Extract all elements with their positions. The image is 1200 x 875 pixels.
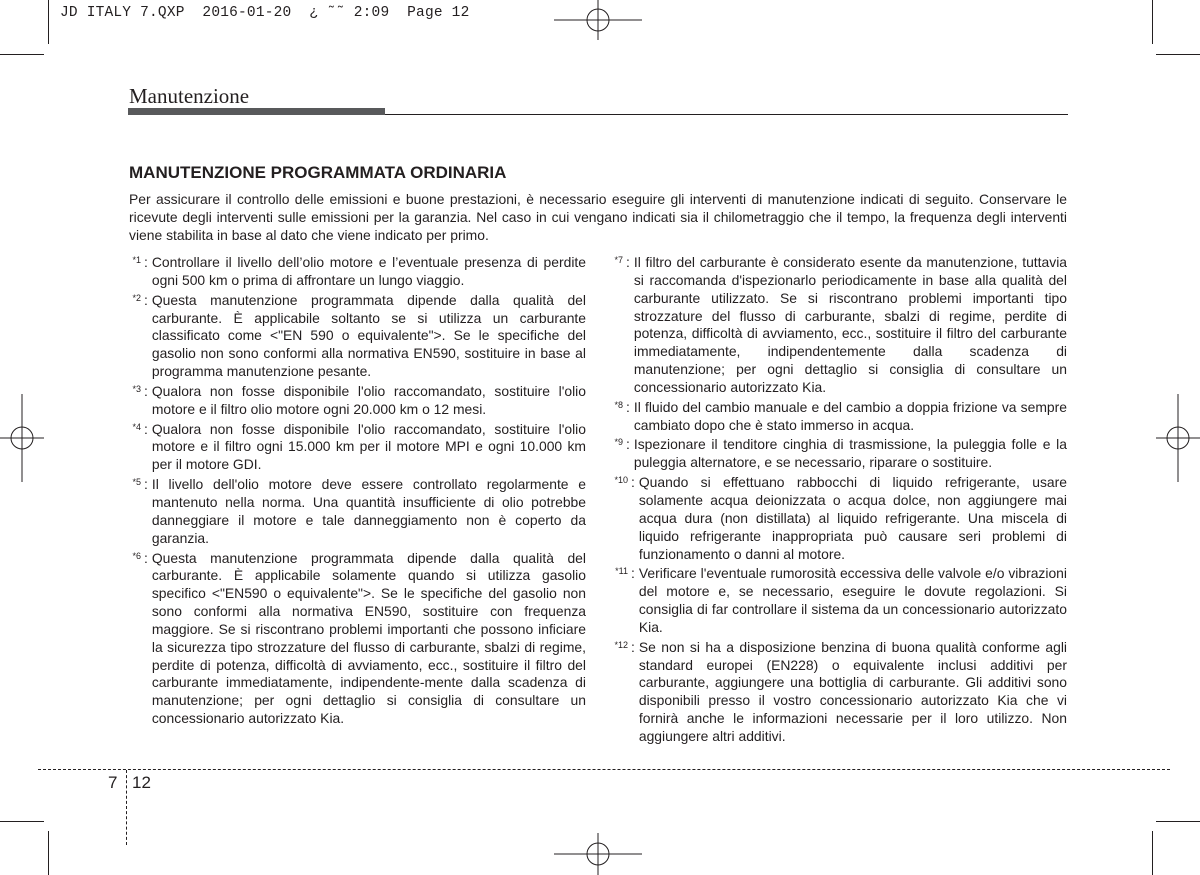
footnote-marker: *3 <box>132 383 141 394</box>
footnote-text: Qualora non fosse disponibile l'olio raccomandato, sostituire l'olio motore e il filtro olio motore ogni 20.000 km o 12 mesi. <box>151 382 586 417</box>
footnote: *8 : Il fluido del cambio manuale e del cambio a doppia frizione va sempre cambiato dopo che è stato immerso in acqua. <box>609 399 1067 435</box>
footnote-text: Il fluido del cambio manuale e del cambio a doppia frizione va sempre cambiato dopo che è stato immerso in acqua. <box>633 398 1067 433</box>
footnote-text: Ispezionare il tenditore cinghia di trasmissione, la puleggia folle e la puleggia alternatore, e se necessario, riparare o sostituire. <box>633 436 1067 471</box>
notes-right-column <box>609 254 1067 748</box>
footnote-marker: *2 <box>132 292 141 303</box>
crop-mark-top-right-v <box>1152 0 1153 44</box>
footnote-marker: *12 <box>614 639 628 650</box>
crop-mark-top-left-h <box>0 54 44 55</box>
intro-paragraph: Per assicurare il controllo delle emissioni e buone prestazioni, è necessario eseguire gli interventi di manutenzione indicati di seguito. Conservare le ricevute degli interventi sulle emissioni per la garanzia. Nel caso in cui vengano indicati sia il chilometraggio che il tempo, la frequenza degli interventi viene stabilita in base al dato che viene indicato per primo. <box>129 191 1067 243</box>
footnote: *3 : Qualora non fosse disponibile l'olio raccomandato, sostituire l'olio motore e il filtro olio motore ogni 20.000 km o 12 mesi. <box>127 383 586 419</box>
footnote-text: Controllare il livello dell’olio motore e l’eventuale presenza di perdite ogni 500 km o prima di affrontare un lungo viaggio. <box>151 254 586 288</box>
crop-mark-bottom-left-v <box>48 831 49 875</box>
footnote-text: Il filtro del carburante è considerato esente da manutenzione, tuttavia si raccomanda d'ispezionarlo periodicamente in base alla qualità del carburante utilizzato. Se si riscontrano problemi importanti tipo strozzature del flusso di carburante, sbalzi di regime, perdite di potenza, difficoltà di avviamento, ecc., sostituire il filtro del carburante immediatamente, indipendentemente dalla scadenza di manutenzione; per ogni dettaglio si consiglia di consultare un concessionario autorizzato Kia. <box>633 254 1067 395</box>
registration-mark-icon <box>554 831 642 875</box>
footnote-marker: *1 <box>132 255 141 265</box>
footnote: *2 : Questa manutenzione programmata dipende dalla qualità del carburante. È applicabile soltanto se si utilizza un carburante classificato come <"EN 590 o equivalente">. Se le specifiche del gasolio non sono conformi alla normativa EN590, sostituire in base al programma manutenzione pesante. <box>127 292 586 381</box>
footnote-text: Verificare l'eventuale rumorosità eccessiva delle valvole e/o vibrazioni del motore e, se necessario, eseguire le dovute regolazioni. Si consiglia di far controllare il sistema da un concessionario autorizzato Kia. <box>638 565 1067 635</box>
footnote-text: Se non si ha a disposizione benzina di buona qualità conforme agli standard europei (EN228) o equivalente inclusi additivi per carburante, aggiungere una bottiglia di carburante. Gli additivi sono disponibili presso il vostro concessionario autorizzato Kia che vi fornirà anche le informazioni necessarie per il loro utilizzo. Non aggiungere altri additivi. <box>638 638 1067 744</box>
footer-divider <box>126 770 127 845</box>
crop-mark-top-left-v <box>48 0 49 44</box>
page-heading: MANUTENZIONE PROGRAMMATA ORDINARIA <box>129 163 507 182</box>
footnote-text: Quando si effettuano rabbocchi di liquido refrigerante, usare solamente acqua deionizzata o acqua dolce, non aggiungere mai acqua dura (non distillata) al liquido refrigerante. Una miscela di liquido refrigerante inappropriata può causare seri problemi di funzionamento o danni al motore. <box>638 474 1067 562</box>
footnote: *12 : Se non si ha a disposizione benzina di buona qualità conforme agli standard europei (EN228) o equivalente inclusi additivi per carburante, aggiungere una bottiglia di carburante. Gli additivi sono disponibili presso il vostro concessionario autorizzato Kia che vi fornirà anche le informazioni necessarie per il loro utilizzo. Non aggiungere altri additivi. <box>609 639 1067 746</box>
footnote: *5 : Il livello dell'olio motore deve essere controllato regolarmente e mantenuto nella norma. Una quantità insufficiente di olio potrebbe danneggiare il motore e tale danneggiamento non è coperto da garanzia. <box>127 476 586 547</box>
footnote: *11 : Verificare l'eventuale rumorosità eccessiva delle valvole e/o vibrazioni del motore e, se necessario, eseguire le dovute regolazioni. Si consiglia di far controllare il sistema da un concessionario autorizzato Kia. <box>609 565 1067 636</box>
footnote-marker: *6 <box>132 550 141 561</box>
chapter-number: 7 <box>108 773 118 792</box>
footnote-text: Il livello dell'olio motore deve essere controllato regolarmente e mantenuto nella norma. Una quantità insufficiente di olio potrebbe danneggiare il motore e tale danneggiamento non è coperto da garanzia. <box>151 476 586 546</box>
footnote-text: Questa manutenzione programmata dipende dalla qualità del carburante. È applicabile soltanto se si utilizza un carburante classificato come <"EN 590 o equivalente">. Se le specifiche del gasolio non sono conformi alla normativa EN590, sostituire in base al programma manutenzione pesante. <box>151 291 586 380</box>
footnote: *1 : Controllare il livello dell’olio motore e l’eventuale presenza di perdite ogni 500 km o prima di affrontare un lungo viaggio. <box>127 254 586 290</box>
crop-mark-bottom-right-h <box>1156 821 1200 822</box>
footnote: *4 : Qualora non fosse disponibile l'olio raccomandato, sostituire l'olio motore e il filtro ogni 15.000 km per il motore MPI e ogni 10.000 km per il motore GDI. <box>127 421 586 475</box>
registration-mark-icon <box>1156 394 1200 482</box>
footnote-text: Questa manutenzione programmata dipende dalla qualità del carburante. È applicabile solamente quando si utilizza gasolio specifico <"EN590 o equivalente">. Se le specifiche del gasolio non sono conformi alla normativa EN590, sostituire con frequenza maggiore. Se si riscontrano problemi importanti che possono inficiare la sicurezza tipo strozzature del flusso di carburante, sbalzi di regime, perdite di potenza, difficoltà di avviamento, ecc., sostituire il filtro del carburante immediatamente, indipendente-mente dalla scadenza di manutenzione; per ogni dettaglio si consiglia di consultare un concessionario autorizzato Kia. <box>151 549 586 727</box>
footer-rule <box>38 769 1170 770</box>
page-number: 12 <box>132 773 151 792</box>
footnote-marker: *11 <box>615 566 628 577</box>
footnote: *9 : Ispezionare il tenditore cinghia di trasmissione, la puleggia folle e la puleggia alternatore, e se necessario, riparare o sostituire. <box>609 436 1067 472</box>
notes-left-column <box>127 254 586 730</box>
footnote: *6 : Questa manutenzione programmata dipende dalla qualità del carburante. È applicabile solamente quando si utilizza gasolio specifico <"EN590 o equivalente">. Se le specifiche del gasolio non sono conformi alla normativa EN590, sostituire con frequenza maggiore. Se si riscontrano problemi importanti che possono inficiare la sicurezza tipo strozzature del flusso di carburante, sbalzi di regime, perdite di potenza, difficoltà di avviamento, ecc., sostituire il filtro del carburante immediatamente, indipendente-mente dalla scadenza di manutenzione; per ogni dettaglio si consiglia di consultare un concessionario autorizzato Kia. <box>127 550 586 728</box>
section-title: Manutenzione <box>129 84 250 108</box>
footnote-marker: *8 <box>614 399 623 410</box>
footnote: *7 : Il filtro del carburante è considerato esente da manutenzione, tuttavia si raccomanda d'ispezionarlo periodicamente in base alla qualità del carburante utilizzato. Se si riscontrano problemi importanti tipo strozzature del flusso di carburante, sbalzi di regime, perdite di potenza, difficoltà di avviamento, ecc., sostituire il filtro del carburante immediatamente, indipendentemente dalla scadenza di manutenzione; per ogni dettaglio si consiglia di consultare un concessionario autorizzato Kia. <box>609 254 1067 397</box>
footnote-marker: *5 <box>132 477 141 488</box>
footnote-marker: *7 <box>614 255 623 265</box>
registration-mark-icon <box>0 394 44 482</box>
print-slug: JD ITALY 7.QXP 2016-01-20 ¿ ˜˜ 2:09 Page 12 <box>60 5 470 21</box>
registration-mark-icon <box>554 0 642 44</box>
footnote-marker: *9 <box>614 437 623 448</box>
header-rule-accent <box>128 108 385 115</box>
crop-mark-top-right-h <box>1156 54 1200 55</box>
crop-mark-bottom-left-h <box>0 821 44 822</box>
footnote-marker: *4 <box>132 421 141 432</box>
footnote-marker: *10 <box>614 475 628 486</box>
footnote: *10 : Quando si effettuano rabbocchi di liquido refrigerante, usare solamente acqua deionizzata o acqua dolce, non aggiungere mai acqua dura (non distillata) al liquido refrigerante. Una miscela di liquido refrigerante inappropriata può causare seri problemi di funzionamento o danni al motore. <box>609 474 1067 563</box>
footnote-text: Qualora non fosse disponibile l'olio raccomandato, sostituire l'olio motore e il filtro ogni 15.000 km per il motore MPI e ogni 10.000 km per il motore GDI. <box>151 420 586 473</box>
crop-mark-bottom-right-v <box>1152 831 1153 875</box>
